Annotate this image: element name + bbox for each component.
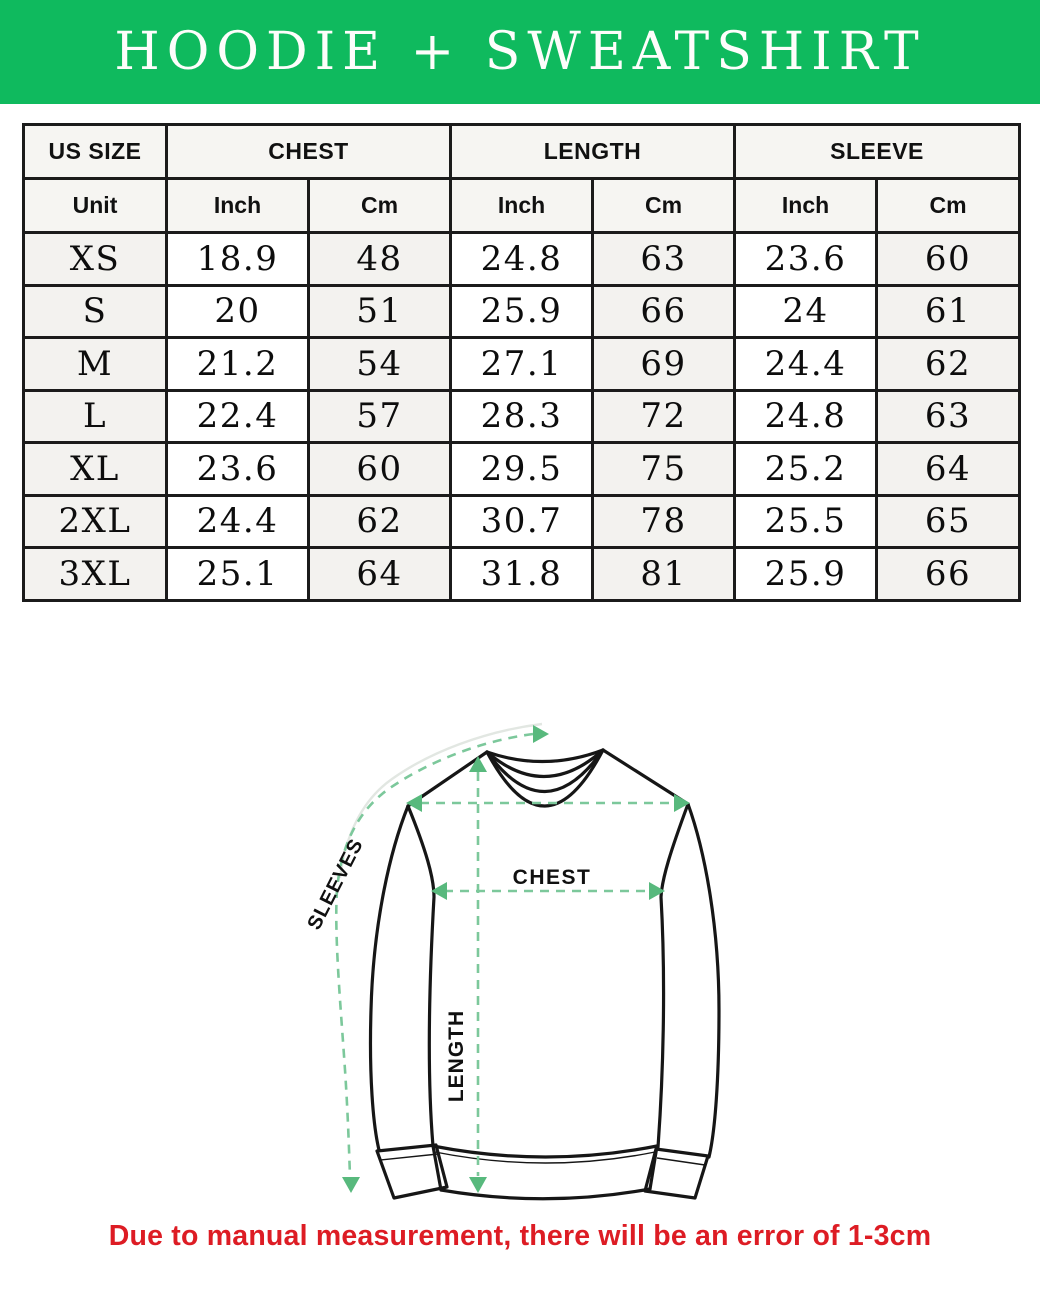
size-label-cell: XS bbox=[24, 233, 167, 286]
sleeve-inch-cell: 24 bbox=[735, 285, 877, 338]
chest-cm-header: Cm bbox=[309, 179, 451, 233]
length-cm-cell: 75 bbox=[593, 443, 735, 496]
sleeve-cm-header: Cm bbox=[877, 179, 1020, 233]
size-label-cell: 3XL bbox=[24, 548, 167, 601]
size-row bbox=[24, 443, 1020, 496]
chest-inch-cell: 23.6 bbox=[167, 443, 309, 496]
length-cm-cell: 69 bbox=[593, 338, 735, 391]
length-cm-cell: 81 bbox=[593, 548, 735, 601]
size-row bbox=[24, 390, 1020, 443]
length-inch-cell: 28.3 bbox=[451, 390, 593, 443]
length-inch-header: Inch bbox=[451, 179, 593, 233]
chest-cm-cell: 57 bbox=[309, 390, 451, 443]
size-label-cell: L bbox=[24, 390, 167, 443]
chest-label: CHEST bbox=[512, 866, 592, 889]
chest-inch-header: Inch bbox=[167, 179, 309, 233]
sweatshirt-diagram bbox=[300, 690, 780, 1220]
chest-inch-cell: 18.9 bbox=[167, 233, 309, 286]
length-inch-cell: 27.1 bbox=[451, 338, 593, 391]
chest-cm-cell: 62 bbox=[309, 495, 451, 548]
length-cm-cell: 63 bbox=[593, 233, 735, 286]
chest-inch-cell: 22.4 bbox=[167, 390, 309, 443]
size-label-cell: M bbox=[24, 338, 167, 391]
sleeve-inch-header: Inch bbox=[735, 179, 877, 233]
arrow-down-icon bbox=[469, 1177, 487, 1193]
length-label: LENGTH bbox=[445, 1009, 468, 1103]
chest-inch-cell: 24.4 bbox=[167, 495, 309, 548]
length-cm-cell: 72 bbox=[593, 390, 735, 443]
size-label-cell: S bbox=[24, 285, 167, 338]
sleeve-cm-cell: 60 bbox=[877, 233, 1020, 286]
col-header-chest: CHEST bbox=[167, 125, 451, 179]
chest-cm-cell: 64 bbox=[309, 548, 451, 601]
chest-cm-cell: 48 bbox=[309, 233, 451, 286]
chest-cm-cell: 54 bbox=[309, 338, 451, 391]
length-inch-cell: 30.7 bbox=[451, 495, 593, 548]
length-inch-cell: 31.8 bbox=[451, 548, 593, 601]
sleeve-inch-cell: 24.8 bbox=[735, 390, 877, 443]
length-cm-cell: 78 bbox=[593, 495, 735, 548]
measurement-note: Due to manual measurement, there will be an error of 1-3cm bbox=[108, 1220, 932, 1252]
length-cm-header: Cm bbox=[593, 179, 735, 233]
length-inch-cell: 24.8 bbox=[451, 233, 593, 286]
sleeve-cm-cell: 62 bbox=[877, 338, 1020, 391]
chest-inch-cell: 20 bbox=[167, 285, 309, 338]
size-row bbox=[24, 233, 1020, 286]
sleeve-inch-cell: 23.6 bbox=[735, 233, 877, 286]
size-row bbox=[24, 548, 1020, 601]
chest-cm-cell: 60 bbox=[309, 443, 451, 496]
chest-inch-cell: 21.2 bbox=[167, 338, 309, 391]
length-inch-cell: 25.9 bbox=[451, 285, 593, 338]
shoulder-measure-line bbox=[406, 794, 690, 812]
chest-inch-cell: 25.1 bbox=[167, 548, 309, 601]
sleeve-inch-cell: 25.5 bbox=[735, 495, 877, 548]
page-title: HOODIE + SWEATSHIRT bbox=[114, 22, 926, 82]
table-unit-row bbox=[24, 179, 1020, 233]
table-group-header-row bbox=[24, 125, 1020, 179]
size-row bbox=[24, 338, 1020, 391]
title-banner bbox=[0, 0, 1040, 104]
chest-cm-cell: 51 bbox=[309, 285, 451, 338]
sleeve-inch-cell: 25.2 bbox=[735, 443, 877, 496]
size-row bbox=[24, 495, 1020, 548]
sleeves-label: SLEEVES bbox=[303, 835, 368, 934]
size-label-cell: XL bbox=[24, 443, 167, 496]
length-inch-cell: 29.5 bbox=[451, 443, 593, 496]
sleeve-cm-cell: 66 bbox=[877, 548, 1020, 601]
sleeve-cm-cell: 65 bbox=[877, 495, 1020, 548]
ghost-outline bbox=[340, 724, 542, 878]
unit-header: Unit bbox=[24, 179, 167, 233]
arrow-right-icon bbox=[533, 725, 549, 743]
sleeve-inch-cell: 25.9 bbox=[735, 548, 877, 601]
sleeve-cm-cell: 61 bbox=[877, 285, 1020, 338]
size-label-cell: 2XL bbox=[24, 495, 167, 548]
size-row bbox=[24, 285, 1020, 338]
length-cm-cell: 66 bbox=[593, 285, 735, 338]
col-header-sleeve: SLEEVE bbox=[735, 125, 1020, 179]
sleeve-inch-cell: 24.4 bbox=[735, 338, 877, 391]
col-header-length: LENGTH bbox=[451, 125, 735, 179]
sleeve-cm-cell: 63 bbox=[877, 390, 1020, 443]
length-measure-line bbox=[469, 756, 487, 1193]
arrow-down-icon bbox=[342, 1177, 360, 1193]
col-header-us-size: US SIZE bbox=[24, 125, 167, 179]
sweatshirt-outline bbox=[370, 750, 719, 1199]
size-table bbox=[22, 123, 1021, 602]
sleeve-cm-cell: 64 bbox=[877, 443, 1020, 496]
